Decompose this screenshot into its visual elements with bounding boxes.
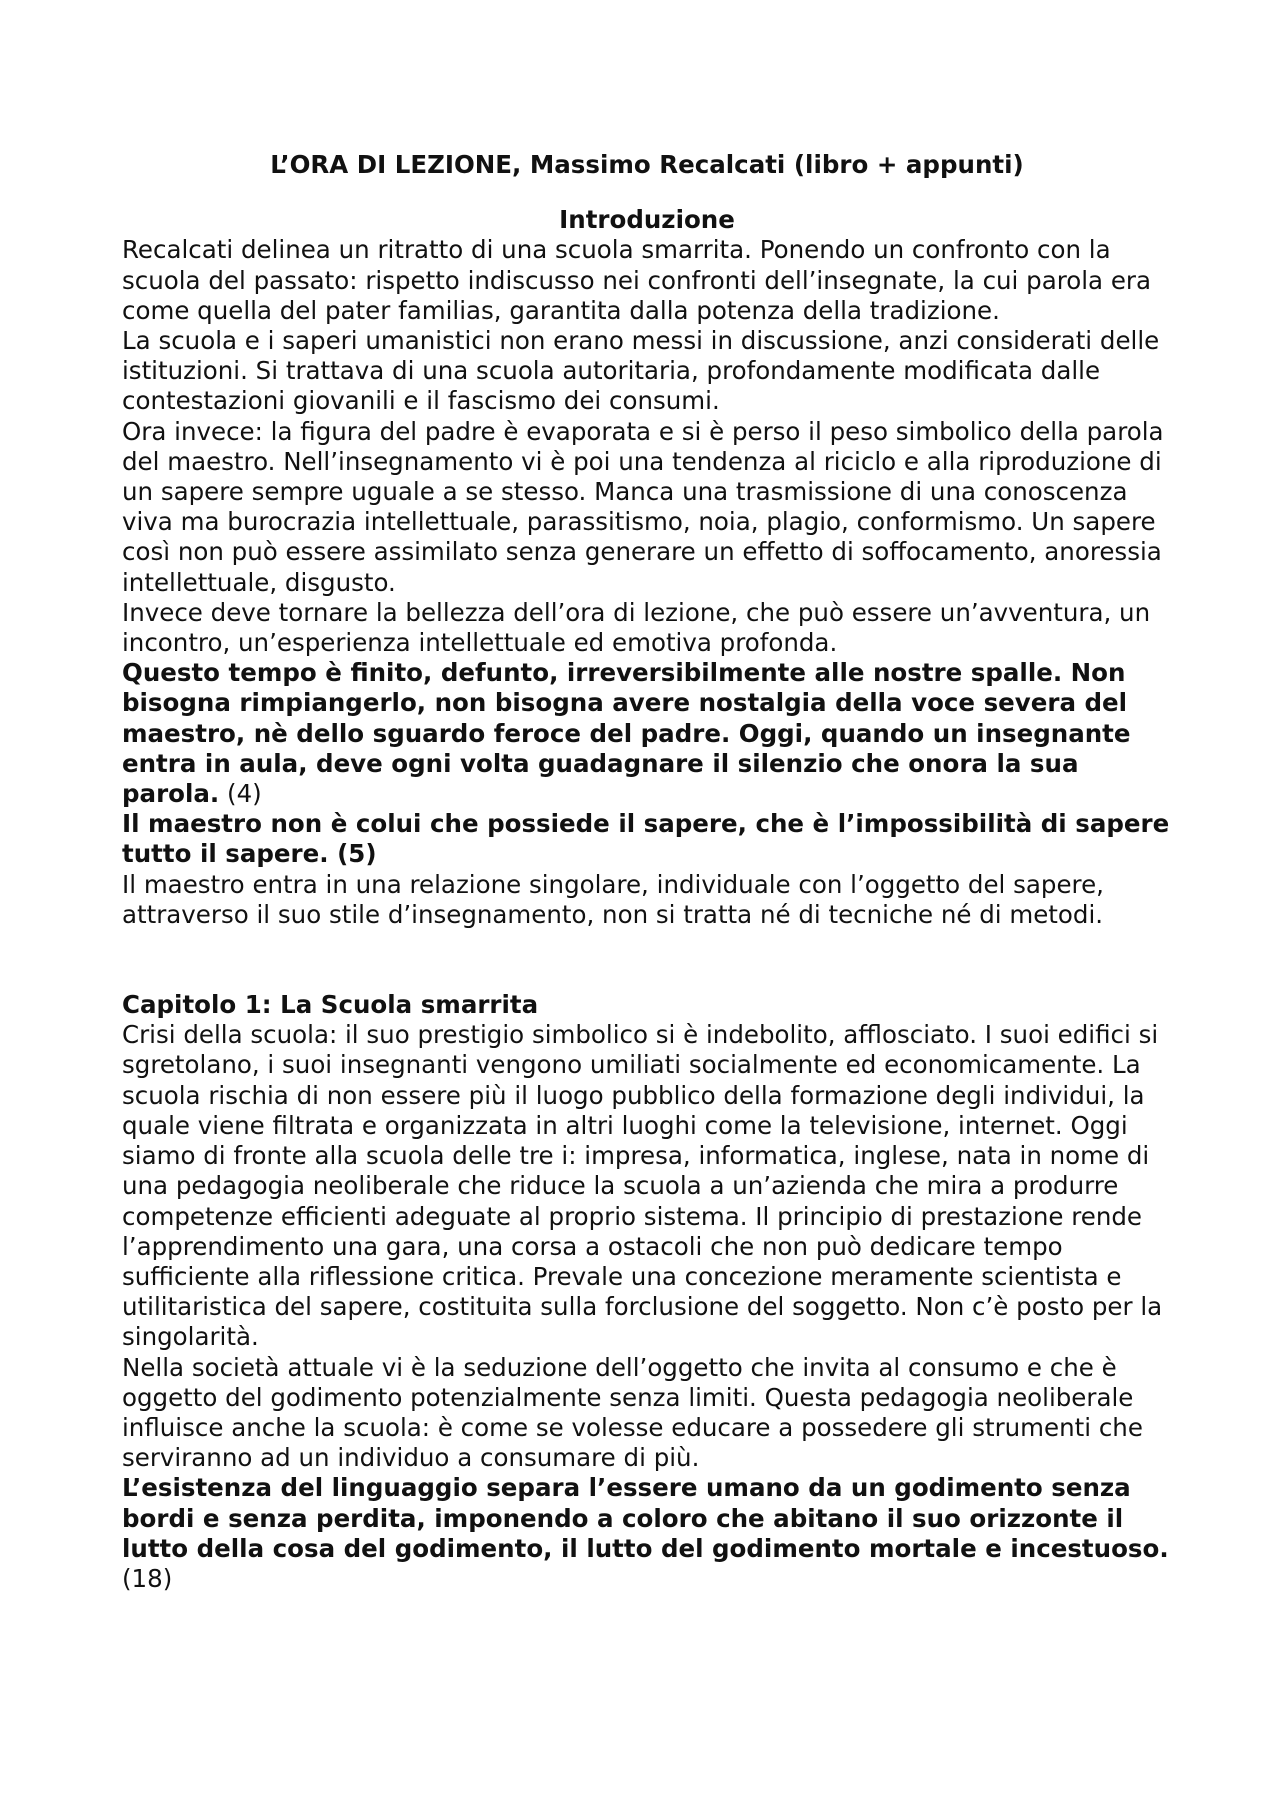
intro-paragraph-4: Invece deve tornare la bellezza dell’ora di lezione, che può essere un’avventura, un incontro, un’esperienza intellettuale ed emotiva profonda. [122, 597, 1151, 658]
document-title: L’ORA DI LEZIONE, Massimo Recalcati (libro + appunti) [270, 150, 1024, 179]
intro-quote-1-text: Questo tempo è finito, defunto, irreversibilmente alle nostre spalle. Non bisogna rimpiangerlo, non bisogna avere nostalgia della voce severa del maestro, nè dello sguardo feroce del padre. Oggi, quando un insegnante entra in aula, deve ogni volta guadagnare il silenzio che onora la sua parola. [122, 658, 1131, 809]
section-heading-introduzione: Introduzione [559, 205, 735, 235]
intro-paragraph-1: Recalcati delinea un ritratto di una scuola smarrita. Ponendo un confronto con la scuola del passato: rispetto indiscusso nei confronti dell’insegnate, la cui parola era come quella del pater familias, garantita dalla potenza della tradizione. [122, 235, 1152, 325]
chapter-1-paragraph-2: Nella società attuale vi è la seduzione dell’oggetto che invita al consumo e che è oggetto del godimento potenzialmente senza limiti. Questa pedagogia neoliberale influisce anche la scuola: è come se volesse educare a possedere gli strumenti che serviranno ad un individuo a consumare di più. [122, 1352, 1143, 1473]
intro-paragraph-2: La scuola e i saperi umanistici non erano messi in discussione, anzi considerati delle istituzioni. Si trattava di una scuola autoritaria, profondamente modificata dalle contestazioni giovanili e il fascismo dei consumi. [122, 326, 1160, 416]
chapter-1-quote [122, 1473, 1172, 1594]
intro-paragraph-5: Il maestro entra in una relazione singolare, individuale con l’oggetto del sapere, attraverso il suo stile d’insegnamento, non si tratta né di tecniche né di metodi. [122, 869, 1104, 929]
chapter-1-quote-ref: (18) [122, 1563, 173, 1593]
chapter-1-heading: Capitolo 1: La Scuola smarrita [122, 990, 539, 1020]
document-page [122, 150, 1172, 1594]
intro-quote-1-ref: (4) [219, 779, 262, 809]
intro-quote-1 [122, 658, 1172, 809]
intro-paragraph-3: Ora invece: la figura del padre è evaporata e si è perso il peso simbolico della parola del maestro. Nell’insegnamento vi è poi una tendenza al riciclo e alla riproduzione di un sapere sempre uguale a se stesso. Manca una trasmissione di una conoscenza viva ma burocrazia intellettuale, parassitismo, noia, plagio, conformismo. Un sapere così non può essere assimilato senza generare un effetto di soffocamento, anoressia intellettuale, disgusto. [122, 416, 1164, 597]
chapter-1-paragraph-1: Crisi della scuola: il suo prestigio simbolico si è indebolito, afflosciato. I suoi edifici si sgretolano, i suoi insegnanti vengono umiliati socialmente ed economicamente. La scuola rischia di non essere più il luogo pubblico della formazione degli individui, la quale viene filtrata e organizzata in altri luoghi come la televisione, internet. Oggi siamo di fronte alla scuola delle tre i: impresa, informatica, inglese, nata in nome di una pedagogia neoliberale che riduce la scuola a un’azienda che mira a produrre competenze efficienti adeguate al proprio sistema. Il principio di prestazione rende l’apprendimento una gara, una corsa a ostacoli che non può dedicare tempo sufficiente alla riflessione critica. Prevale una concezione meramente scientista e utilitaristica del sapere, costituita sulla forclusione del soggetto. Non c’è posto per la singolarità. [122, 1020, 1163, 1352]
chapter-1-quote-text: L’esistenza del linguaggio separa l’essere umano da un godimento senza bordi e senza perdita, imponendo a coloro che abitano il suo orizzonte il lutto della cosa del godimento, il lutto del godimento mortale e incestuoso. [122, 1473, 1169, 1563]
intro-quote-2: Il maestro non è colui che possiede il sapere, che è l’impossibilità di sapere tutto il sapere. (5) [122, 809, 1170, 869]
